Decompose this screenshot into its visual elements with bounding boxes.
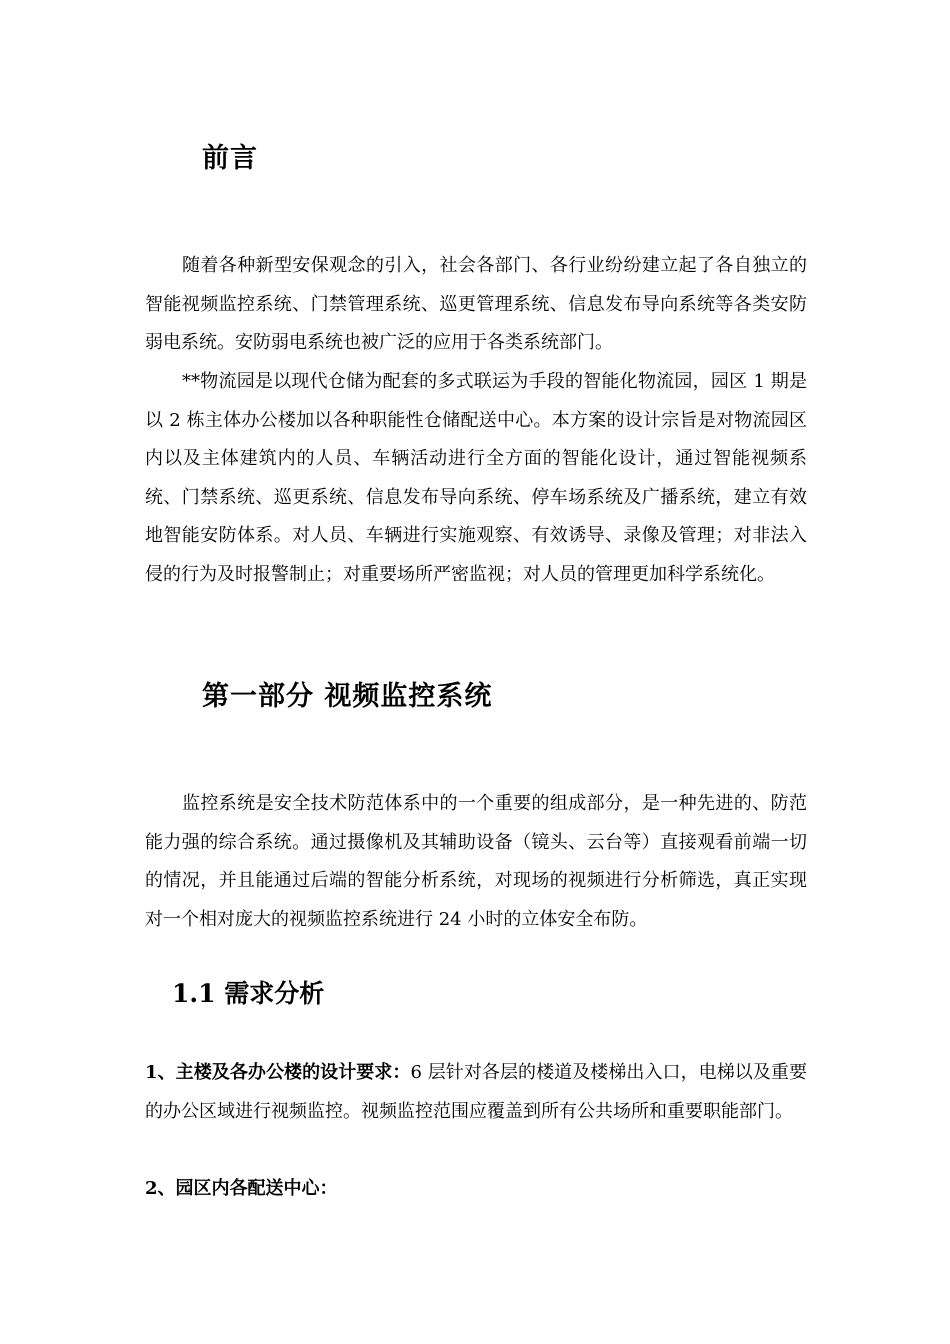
requirement-1-text: 6 层针对各层的楼道及楼梯出入口，电梯以及重要的办公区域进行视频监控。视频监控范围应覆盖到所有公共场所和重要职能部门。 (145, 1062, 807, 1122)
part1-paragraph-1: 监控系统是安全技术防范体系中的一个重要的组成部分，是一种先进的、防范能力强的综合系统。通过摄像机及其辅助设备（镜头、云台等）直接观看前端一切的情况，并且能通过后端的智能分析系统，对现场的视频进行分析筛选，真正实现对一个相对庞大的视频监控系统进行 24 小时的立体安全布防。 (145, 793, 807, 930)
preface-paragraph-2: **物流园是以现代仓储为配套的多式联运为手段的智能化物流园，园区 1 期是以 2 栋主体办公楼加以各种职能性仓储配送中心。本方案的设计宗旨是对物流园区内以及主体建筑内的人员、车辆活动进行全方面的智能化设计，通过智能视频系统、门禁系统、巡更系统、信息发布导向系统、停车场系统及广播系统，建立有效地智能安防体系。对人员、车辆进行实施观察、有效诱导、录像及管理；对非法入侵的行为及时报警制止；对重要场所严密监视；对人员的管理更加科学系统化。 (145, 371, 807, 585)
heading-preface: 前言 (202, 143, 258, 174)
heading-part-1: 第一部分 视频监控系统 (202, 681, 493, 712)
heading-1-1: 1.1 需求分析 (172, 979, 325, 1008)
requirement-1-label: 1、主楼及各办公楼的设计要求： (145, 1062, 411, 1083)
requirement-2-label: 2、园区内各配送中心： (145, 1178, 338, 1199)
requirement-1 (145, 1054, 807, 1131)
preface-paragraph-1: 随着各种新型安保观念的引入，社会各部门、各行业纷纷建立起了各自独立的智能视频监控系统、门禁管理系统、巡更管理系统、信息发布导向系统等各类安防弱电系统。安防弱电系统也被广泛的应用于各类系统部门。 (145, 255, 807, 353)
requirement-2 (145, 1170, 807, 1209)
